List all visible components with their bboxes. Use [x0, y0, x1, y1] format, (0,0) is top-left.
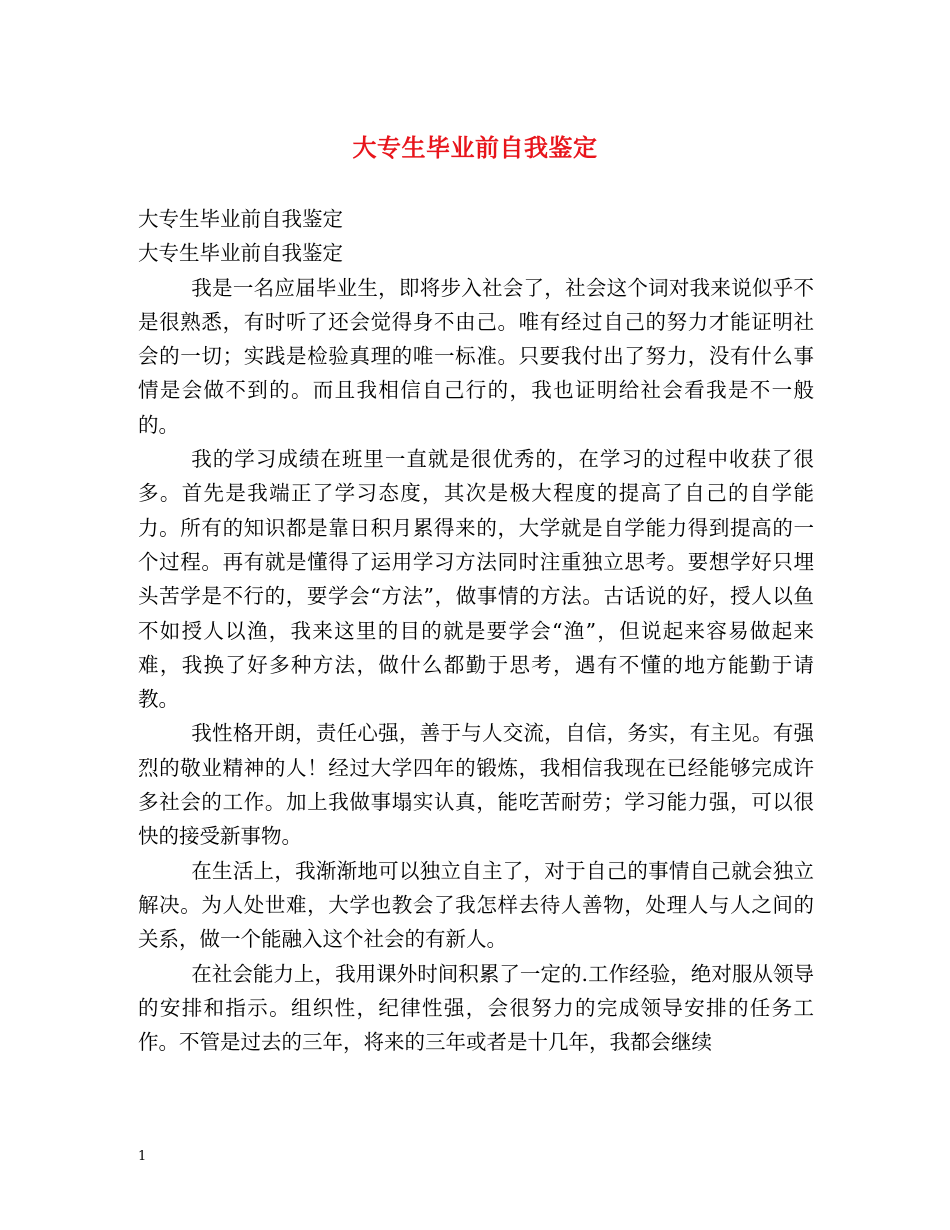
paragraph: 我性格开朗，责任心强，善于与人交流，自信，务实，有主见。有强烈的敬业精神的人！经过大学四年的锻炼，我相信我现在已经能够完成许多社会的工作。加上我做事塌实认真，能吃苦耐劳；学习能力强，可以很快的接受新事物。 [138, 721, 814, 849]
paragraph: 在生活上，我渐渐地可以独立自主了，对于自己的事情自己就会独立解决。为人处世难，大学也教会了我怎样去待人善物，处理人与人之间的关系，做一个能融入这个社会的有新人。 [138, 858, 814, 952]
page-number: 1 [138, 1149, 147, 1164]
paragraph: 我是一名应届毕业生，即将步入社会了，社会这个词对我来说似乎不是很熟悉，有时听了还会觉得身不由己。唯有经过自己的努力才能证明社会的一切；实践是检验真理的唯一标准。只要我付出了努力，没有什么事情是会做不到的。而且我相信自己行的，我也证明给社会看我是不一般的。 [138, 275, 814, 437]
paragraph: 在社会能力上，我用课外时间积累了一定的.工作经验，绝对服从领导的安排和指示。组织性，纪律性强，会很努力的完成领导安排的任务工作。不管是过去的三年，将来的三年或者是十几年，我都会继续 [138, 961, 814, 1055]
document-body [138, 202, 814, 1059]
heading-line: 大专生毕业前自我鉴定 [138, 241, 343, 266]
heading-line: 大专生毕业前自我鉴定 [138, 207, 343, 231]
document-title: 大专生毕业前自我鉴定 [352, 133, 598, 162]
paragraph: 我的学习成绩在班里一直就是很优秀的，在学习的过程中收获了很多。首先是我端正了学习态度，其次是极大程度的提高了自己的自学能力。所有的知识都是靠日积月累得来的，大学就是自学能力得到提高的一个过程。再有就是懂得了运用学习方法同时注重独立思考。要想学好只埋头苦学是不行的，要学会“方法”，做事情的方法。古话说的好，授人以鱼不如授人以渔，我来这里的目的就是要学会“渔”，但说起来容易做起来难，我换了好多种方法，做什么都勤于思考，遇有不懂的地方能勤于请教。 [138, 447, 814, 712]
